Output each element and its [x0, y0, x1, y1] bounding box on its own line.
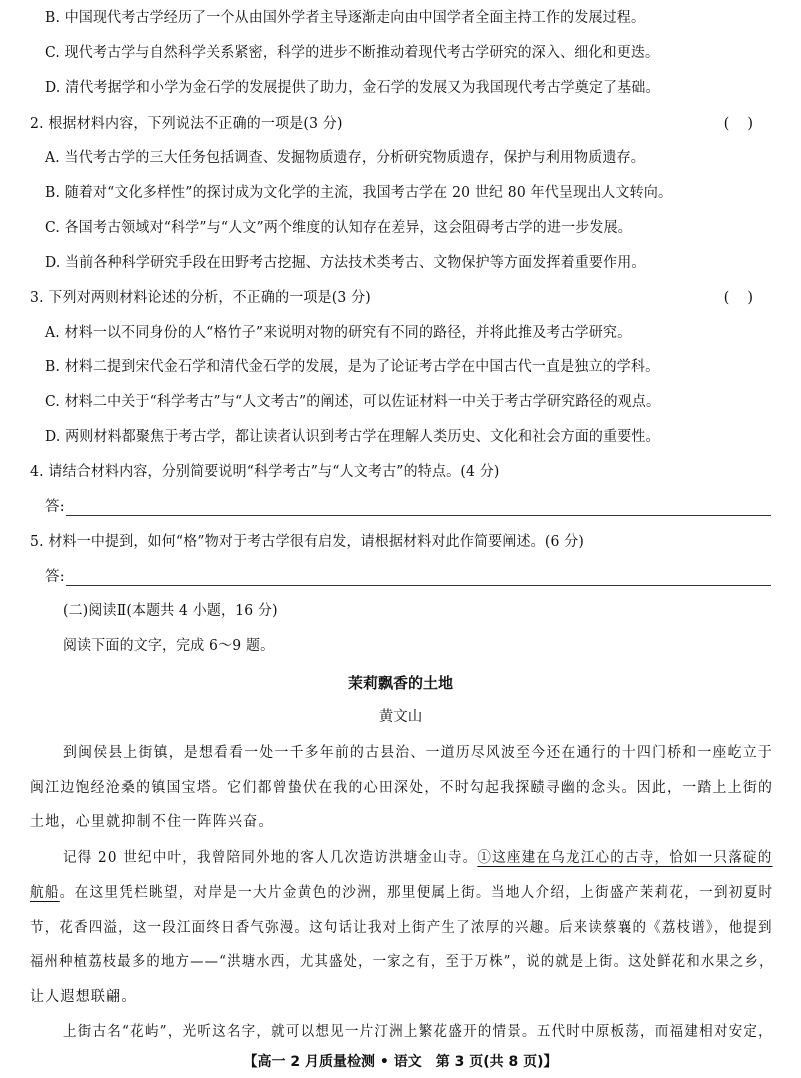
q4-answer-label: 答:	[45, 499, 65, 515]
passage-p2-line1	[63, 848, 773, 868]
q4-answer-line[interactable]	[66, 515, 771, 516]
q5-answer-line[interactable]	[66, 585, 771, 586]
passage-p2-line5: 让人遐想联翩。	[30, 989, 137, 1005]
q5-answer-label: 答:	[45, 569, 65, 585]
q2-option-a: A. 当代考古学的三大任务包括调查、发掘物质遗存，分析研究物质遗存，保护与利用物质遗存。	[45, 150, 645, 166]
q3-option-d: D. 两则材料都聚焦于考古学，都让读者认识到考古学在理解人类历史、文化和社会方面的重要性。	[45, 429, 660, 445]
passage-p2-line3: 节，花香四溢，这一段江面终日香气弥漫。这句话让我对上街产生了浓厚的兴趣。后来读蔡襄的《荔枝谱》，他提到	[30, 920, 773, 936]
q2-answer-paren[interactable]: ()	[723, 116, 771, 132]
section-heading: (二)阅读Ⅱ(本题共 4 小题，16 分)	[63, 603, 278, 619]
passage-p1-line2: 闽江边饱经沧桑的镇国宝塔。它们都曾蛰伏在我的心田深处，不时勾起我探赜寻幽的念头。因此，一踏上上街的	[30, 780, 774, 796]
q5-stem: 5. 材料一中提到，如何“格”物对于考古学很有启发，请根据材料对此作简要阐述。(6 分)	[30, 534, 585, 550]
q3-option-c: C. 材料二中关于“科学考古”与“人文考古”的阐述，可以佐证材料一中关于考古学研究路径的观点。	[45, 394, 661, 410]
q1-option-b: B. 中国现代考古学经历了一个从由国外学者主导逐渐走向由中国学者全面主持工作的发展过程。	[45, 10, 646, 26]
passage-p2-line4: 福州种植荔枝最多的地方——“洪塘水西，尤其盛处，一家之有，至于万株”，说的就是上街。这处鲜花和水果之乡，	[30, 954, 774, 970]
q3-option-b: B. 材料二提到宋代金石学和清代金石学的发展，是为了论证考古学在中国古代一直是独立的学科。	[45, 359, 660, 375]
q3-option-a: A. 材料一以不同身份的人“格竹子”来说明对物的研究有不同的路径，并将此推及考古学研究。	[45, 325, 632, 341]
q2-option-c: C. 各国考古领域对“科学”与“人文”两个维度的认知存在差异，这会阻碍考古学的进一步发展。	[45, 220, 632, 236]
passage-p1-line1: 到闽侯县上街镇，是想看看一处一千多年前的古县治、一道历尽风波至今还在通行的十四门桥和一座屹立于	[63, 745, 773, 761]
passage-p3-line1: 上街古名“花屿”，光听这名字，就可以想见一片汀洲上繁花盛开的情景。五代时中原板荡，而福建相对安定，	[63, 1024, 773, 1040]
q2-stem: 2. 根据材料内容，下列说法不正确的一项是(3 分)	[30, 116, 343, 132]
page-footer: 【高一 2 月质量检测 • 语文 第 3 页(共 8 页)】	[243, 1054, 558, 1070]
passage-p2-line2-text: 。在这里凭栏眺望，对岸是一大片金黄色的沙洲，那里便属上街。当地人介绍，上街盛产茉莉花，一到初夏时	[59, 885, 774, 901]
q2-option-b: B. 随着对“文化多样性”的探讨成为文化学的主流，我国考古学在 20 世纪 80 年代呈现出人文转向。	[45, 185, 673, 201]
section-instruction: 阅读下面的文字，完成 6～9 题。	[63, 638, 275, 654]
passage-title: 茉莉飘香的土地	[347, 674, 453, 692]
q3-stem: 3. 下列对两则材料论述的分析，不正确的一项是(3 分)	[30, 290, 371, 306]
passage-author: 黄文山	[378, 709, 423, 725]
q3-answer-paren[interactable]: ()	[723, 290, 771, 306]
passage-p2-line1-text: 记得 20 世纪中叶，我曾陪同外地的客人几次造访洪塘金山寺。	[63, 850, 478, 866]
q2-option-d: D. 当前各种科学研究手段在田野考古挖掘、方法技术类考古、文物保护等方面发挥着重要作用。	[45, 255, 646, 271]
q4-stem: 4. 请结合材料内容，分别简要说明“科学考古”与“人文考古”的特点。(4 分)	[30, 464, 500, 480]
passage-p2-line2	[30, 883, 774, 903]
marked-sentence-1: ①这座建在乌龙江心的古寺，恰如一只落碇的	[477, 850, 773, 866]
q1-option-d: D. 清代考据学和小学为金石学的发展提供了助力，金石学的发展又为我国现代考古学奠定了基础。	[45, 80, 660, 96]
q1-option-c: C. 现代考古学与自然科学关系紧密，科学的进步不断推动着现代考古学研究的深入、细化和更迭。	[45, 45, 660, 61]
passage-p1-line3: 土地，心里就抑制不住一阵阵兴奋。	[30, 814, 274, 830]
marked-sentence-1-end: 航船	[30, 885, 60, 901]
